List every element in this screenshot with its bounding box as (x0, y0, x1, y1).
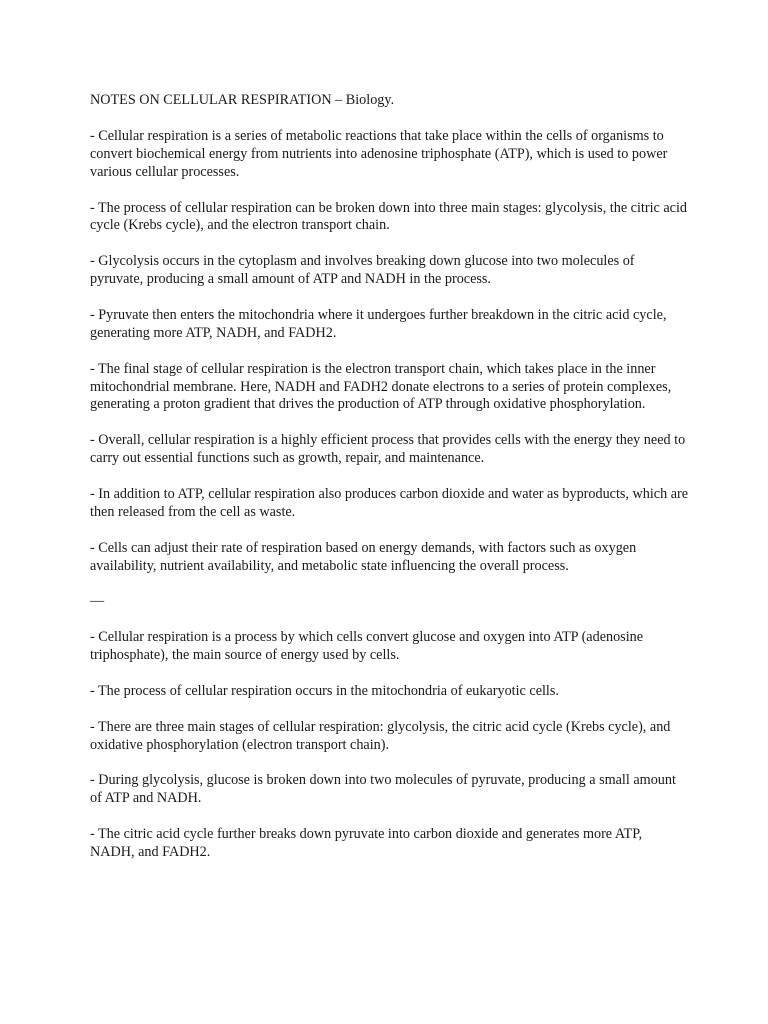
note-paragraph: - Cellular respiration is a process by which cells convert glucose and oxygen into ATP (adenosine triphosphate), the main source of energy used by cells. (90, 629, 644, 664)
note-paragraph: - Cellular respiration is a series of metabolic reactions that take place within the cells of organisms to convert biochemical energy from nutrients into adenosine triphosphate (ATP), which is used to power various cellular processes. (90, 127, 668, 180)
note-paragraph: - The process of cellular respiration can be broken down into three main stages: glycolysis, the citric acid cycle (Krebs cycle), and the electron transport chain. (90, 199, 687, 234)
section-divider: — (90, 593, 105, 610)
note-paragraph: - Overall, cellular respiration is a highly efficient process that provides cells with the energy they need to carry out essential functions such as growth, repair, and maintenance. (90, 432, 686, 467)
note-paragraph: - Glycolysis occurs in the cytoplasm and involves breaking down glucose into two molecules of pyruvate, producing a small amount of ATP and NADH in the process. (90, 253, 635, 288)
note-paragraph: - The final stage of cellular respiration is the electron transport chain, which takes place in the inner mitochondrial membrane. Here, NADH and FADH2 donate electrons to a series of protein complexes, generating a proton gradient that drives the production of ATP through oxidative phosphorylation. (90, 360, 672, 413)
note-paragraph: - In addition to ATP, cellular respiration also produces carbon dioxide and water as byproducts, which are then released from the cell as waste. (90, 485, 689, 520)
notes-section-1 (90, 128, 690, 576)
note-paragraph: - There are three main stages of cellular respiration: glycolysis, the citric acid cycle (Krebs cycle), and oxidative phosphorylation (electron transport chain). (90, 718, 671, 753)
note-paragraph: - During glycolysis, glucose is broken down into two molecules of pyruvate, producing a small amount of ATP and NADH. (90, 772, 676, 807)
note-paragraph: - The citric acid cycle further breaks down pyruvate into carbon dioxide and generates more ATP, NADH, and FADH2. (90, 826, 643, 860)
note-paragraph: - Cells can adjust their rate of respiration based on energy demands, with factors such as oxygen availability, nutrient availability, and metabolic state influencing the overall process. (90, 539, 637, 574)
notes-section-2 (90, 629, 690, 862)
note-paragraph: - Pyruvate then enters the mitochondria where it undergoes further breakdown in the citric acid cycle, generating more ATP, NADH, and FADH2. (90, 306, 667, 341)
document-title: NOTES ON CELLULAR RESPIRATION – Biology. (90, 92, 395, 108)
note-paragraph: - The process of cellular respiration occurs in the mitochondria of eukaryotic cells. (90, 682, 559, 699)
document-page (90, 92, 690, 880)
